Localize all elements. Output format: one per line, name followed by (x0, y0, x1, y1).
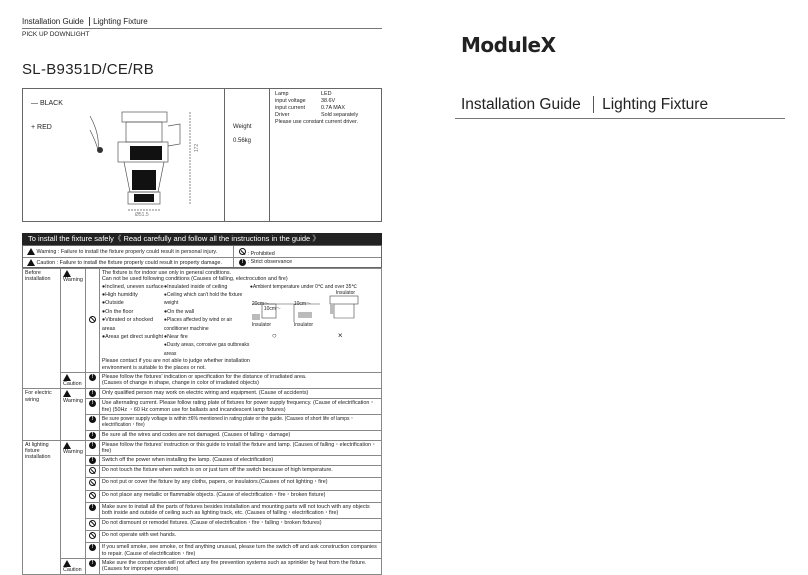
symbol-cell (85, 543, 99, 559)
condition-item: ●Insulated inside of ceiling (163, 283, 228, 290)
wire-red-label (31, 124, 52, 131)
legend-strict-text: : Strict observance (247, 259, 293, 265)
wire-black-text: BLACK (39, 100, 63, 107)
warning-icon (27, 248, 35, 255)
symbol-cell (85, 490, 99, 502)
conditions-col1 (102, 283, 164, 359)
level-text: Warning (63, 448, 83, 455)
conditions-col2 (164, 283, 250, 359)
right-title-rule (455, 118, 785, 119)
condition-item: ●Ceiling which can't hold the fixture weight (163, 292, 243, 307)
warning-icon (63, 442, 71, 449)
exclamation-icon: ! (89, 390, 96, 397)
table-row (23, 558, 382, 575)
weight-label: Weight (233, 124, 252, 130)
wire-black-label (31, 100, 63, 107)
right-title-guide: Installation Guide (461, 96, 581, 113)
legend-caution-text: Caution : Failure to install the fixture properly could result in property damage. (36, 259, 222, 266)
legend-strict (239, 259, 292, 266)
condition-item: ●Vibrated or shocked areas (101, 317, 153, 332)
fixture-drawing (30, 94, 220, 218)
level-label (61, 558, 86, 575)
prohibited-icon (89, 316, 96, 323)
lighting-item: Do not dismount or remodel fixtures. (Cause of electrification・fire・falling・broken fixtures) (99, 518, 381, 530)
level-text: Warning (63, 397, 83, 404)
exclamation-icon: ! (89, 374, 96, 381)
level-text: Caution (63, 381, 82, 388)
table-row (23, 389, 382, 399)
clearance-diagram (250, 289, 362, 340)
lighting-item: Make sure the construction will not affect any fire prevention systems such as sprinkler by heat from the fixture. (Causes for improper operation) (99, 558, 381, 575)
right-title (461, 96, 708, 114)
prohibited-icon (89, 520, 96, 527)
symbol-cell (85, 389, 99, 399)
table-row (23, 372, 382, 389)
lighting-item: Make sure to install all the parts of fixtures besides installation and mounting parts will not touch with any objects both inside and outside of ceiling such as lighting track, etc. (Causes of falling・electrification・fire) (99, 503, 381, 519)
lighting-item: Do not place any metallic or flammable objects. (Cause of electrification・fire・broken fixture) (99, 490, 381, 502)
caution-line: Please follow the fixtures' indication or specification for the distance of irradiated area. (101, 373, 307, 380)
exclamation-icon: ! (89, 442, 96, 449)
header-rule (22, 28, 382, 29)
before-contact2: environment is suitable to the places or not. (101, 364, 206, 371)
symbol-cell (85, 466, 99, 478)
electric-item: Be sure power supply voltage is within ±6% mentioned in rating plate or the guide. (Causes of short life of lamps・electrification・fire) (99, 414, 381, 430)
model-title: SL-B9351D/CE/RB (22, 61, 155, 78)
brand-logo: ModuleX (461, 33, 556, 57)
symbol-cell (85, 399, 99, 415)
condition-item: ●Near fire (163, 334, 188, 341)
ng-mark: × (337, 330, 343, 340)
before-intro1: The fixture is for indoor use only in general conditions. (101, 270, 232, 276)
symbol-cell (85, 372, 99, 389)
level-label (61, 372, 86, 389)
wire-red-text: RED (37, 124, 52, 131)
exclamation-icon: ! (239, 259, 246, 266)
condition-item: ●Ambient temperature under 0℃ and over 35℃ (249, 283, 357, 290)
before-intro2: Can not be used following conditions (Causes of falling, electrocution and fire) (101, 276, 288, 283)
header-guide-text: Installation Guide (22, 17, 84, 26)
condition-item: ●On the wall (163, 308, 195, 315)
warning-icon (63, 270, 71, 277)
diag-label: Insulator (293, 321, 314, 328)
diag-label: Insulator (335, 289, 356, 296)
prohibited-icon (89, 492, 96, 499)
diag-label: 10cm〜 (293, 300, 312, 307)
ok-mark: ○ (271, 330, 277, 340)
legend-warning-text: Warning : Failure to install the fixture properly could result in personal injury. (36, 248, 218, 255)
before-contact1: Please contact if you are not able to judge whether installation (101, 358, 250, 365)
section-lighting: At lighting fixture installation (23, 440, 61, 575)
lighting-item: Do not operate with wet hands. (99, 530, 381, 542)
instruction-table (22, 268, 382, 575)
exclamation-icon: ! (89, 457, 96, 464)
spec-value: LED (321, 91, 332, 97)
symbol-cell (85, 456, 99, 466)
spec-value: 0.7A MAX (321, 105, 345, 111)
header-guide (22, 17, 148, 26)
spec-key: input voltage (275, 98, 306, 104)
spec-value: 38.6V (321, 98, 336, 104)
header-fixture-text: Lighting Fixture (93, 17, 148, 26)
spec-table (275, 91, 380, 126)
lighting-item: Please follow the fixtures' instruction or this guide to install the fixture and lamp. (Causes of falling・electrification・fire) (99, 440, 381, 456)
level-text: Warning (63, 277, 83, 284)
symbol-cell (85, 430, 99, 440)
lighting-item: Do not put or cover the fixture by any cloths, papers, or insulators.(Causes of not lighting・fire) (99, 478, 381, 490)
dim-width: Ø51.5 (135, 212, 149, 218)
exclamation-icon: ! (89, 504, 96, 511)
symbol-cell (85, 558, 99, 575)
prohibited-icon (89, 467, 96, 474)
symbol-cell (85, 518, 99, 530)
exclamation-icon: ! (89, 432, 96, 439)
caution-icon (27, 259, 35, 266)
warning-icon (63, 390, 71, 397)
before-caution (99, 372, 381, 389)
electric-item: Use alternating current. Please follow rating plate of fixtures for power supply frequency. (Cause of electrification・fire) (50Hz ・60 Hz common use for ballasts and incandescent lamp fixtures) (99, 399, 381, 415)
weight-value: 0.56kg (233, 138, 252, 144)
symbol-cell (85, 478, 99, 490)
condition-item: ●Places affected by wind or air conditioner machine (163, 317, 233, 332)
level-label (61, 440, 86, 558)
right-title-fixture: Lighting Fixture (602, 96, 709, 113)
level-label (61, 269, 86, 373)
exclamation-icon: ! (89, 416, 96, 423)
condition-item: ●Outside (101, 300, 124, 307)
legend-warning (27, 248, 217, 255)
before-conditions (102, 283, 379, 359)
conditions-col3 (250, 283, 379, 359)
spec-key: Lamp (275, 91, 289, 97)
legend-prohibited (239, 248, 275, 257)
exclamation-icon: ! (89, 400, 96, 407)
safety-banner: To install the fixture safely《 Read carefully and follow all the instructions in the guide 》 (22, 233, 382, 245)
exclamation-icon: ! (89, 560, 96, 567)
prohibited-icon (239, 248, 246, 255)
exclamation-icon: ! (89, 544, 96, 551)
caution-line: (Causes of change in shape, change in color of irradiated objects) (101, 380, 259, 387)
prohibited-icon (89, 532, 96, 539)
symbol-cell (85, 440, 99, 456)
caution-icon (63, 374, 71, 381)
condition-item: ●Inclined, uneven surface (101, 283, 164, 290)
section-before: Before installation (23, 269, 61, 389)
spec-key: Driver (275, 112, 290, 118)
table-row (23, 440, 382, 456)
spec-row (275, 105, 380, 112)
spec-key: input current (275, 105, 305, 111)
spec-row (275, 112, 380, 119)
symbol-cell (85, 530, 99, 542)
header-subtitle: PICK UP DOWNLIGHT (22, 31, 90, 38)
caution-icon (63, 560, 71, 567)
legend-caution (27, 259, 222, 266)
condition-item: ●High humidity (101, 292, 138, 298)
lighting-item: Switch off the power when installing the lamp. (Causes of electrification) (99, 456, 381, 466)
diag-label: Insulator (251, 321, 272, 328)
symbol-cell (85, 269, 99, 373)
spec-row (275, 98, 380, 105)
diag-label: 20cm〜 (251, 300, 270, 307)
legend-prohibited-text: : Prohibited (247, 251, 275, 257)
minus-sign: — (31, 100, 38, 107)
table-row (23, 269, 382, 373)
spec-note: Please use constant current driver. (275, 119, 358, 125)
section-electric: For electric wiring (23, 389, 61, 440)
spec-value: Sold separately (321, 112, 359, 118)
spec-divider-1 (224, 88, 225, 222)
spec-divider-2 (269, 88, 270, 222)
prohibited-icon (89, 479, 96, 486)
dim-height: 172 (194, 143, 201, 153)
spec-row (275, 91, 380, 98)
electric-item: Only qualified person may work on electric wiring and equipment. (Cause of accidents) (99, 389, 381, 399)
legend-box (22, 245, 382, 268)
lighting-item: If you smell smoke, see smoke, or find anything unusual, please turn the switch off and ask construction companies to repair. (Cause of electrification・fire) (99, 543, 381, 559)
symbol-cell (85, 503, 99, 519)
electric-item: Be sure all the wires and codes are not damaged. (Causes of falling・damage) (99, 430, 381, 440)
plus-sign: + (31, 124, 36, 131)
symbol-cell (85, 414, 99, 430)
condition-item: ●Dusty areas, corrosive gas outbreaks areas (163, 342, 250, 357)
legend-rule (23, 257, 381, 258)
level-text: Caution (63, 567, 82, 574)
legend-divider (233, 246, 234, 267)
before-content (99, 269, 381, 373)
condition-item: ●On the floor (101, 308, 134, 315)
diag-label: 10cm〜 (263, 305, 282, 312)
condition-item: ●Areas get direct sunlight (101, 334, 163, 341)
lighting-item: Do not touch the fixture when switch is on or just turn off the switch because of high temperature. (99, 466, 381, 478)
level-label (61, 389, 86, 440)
